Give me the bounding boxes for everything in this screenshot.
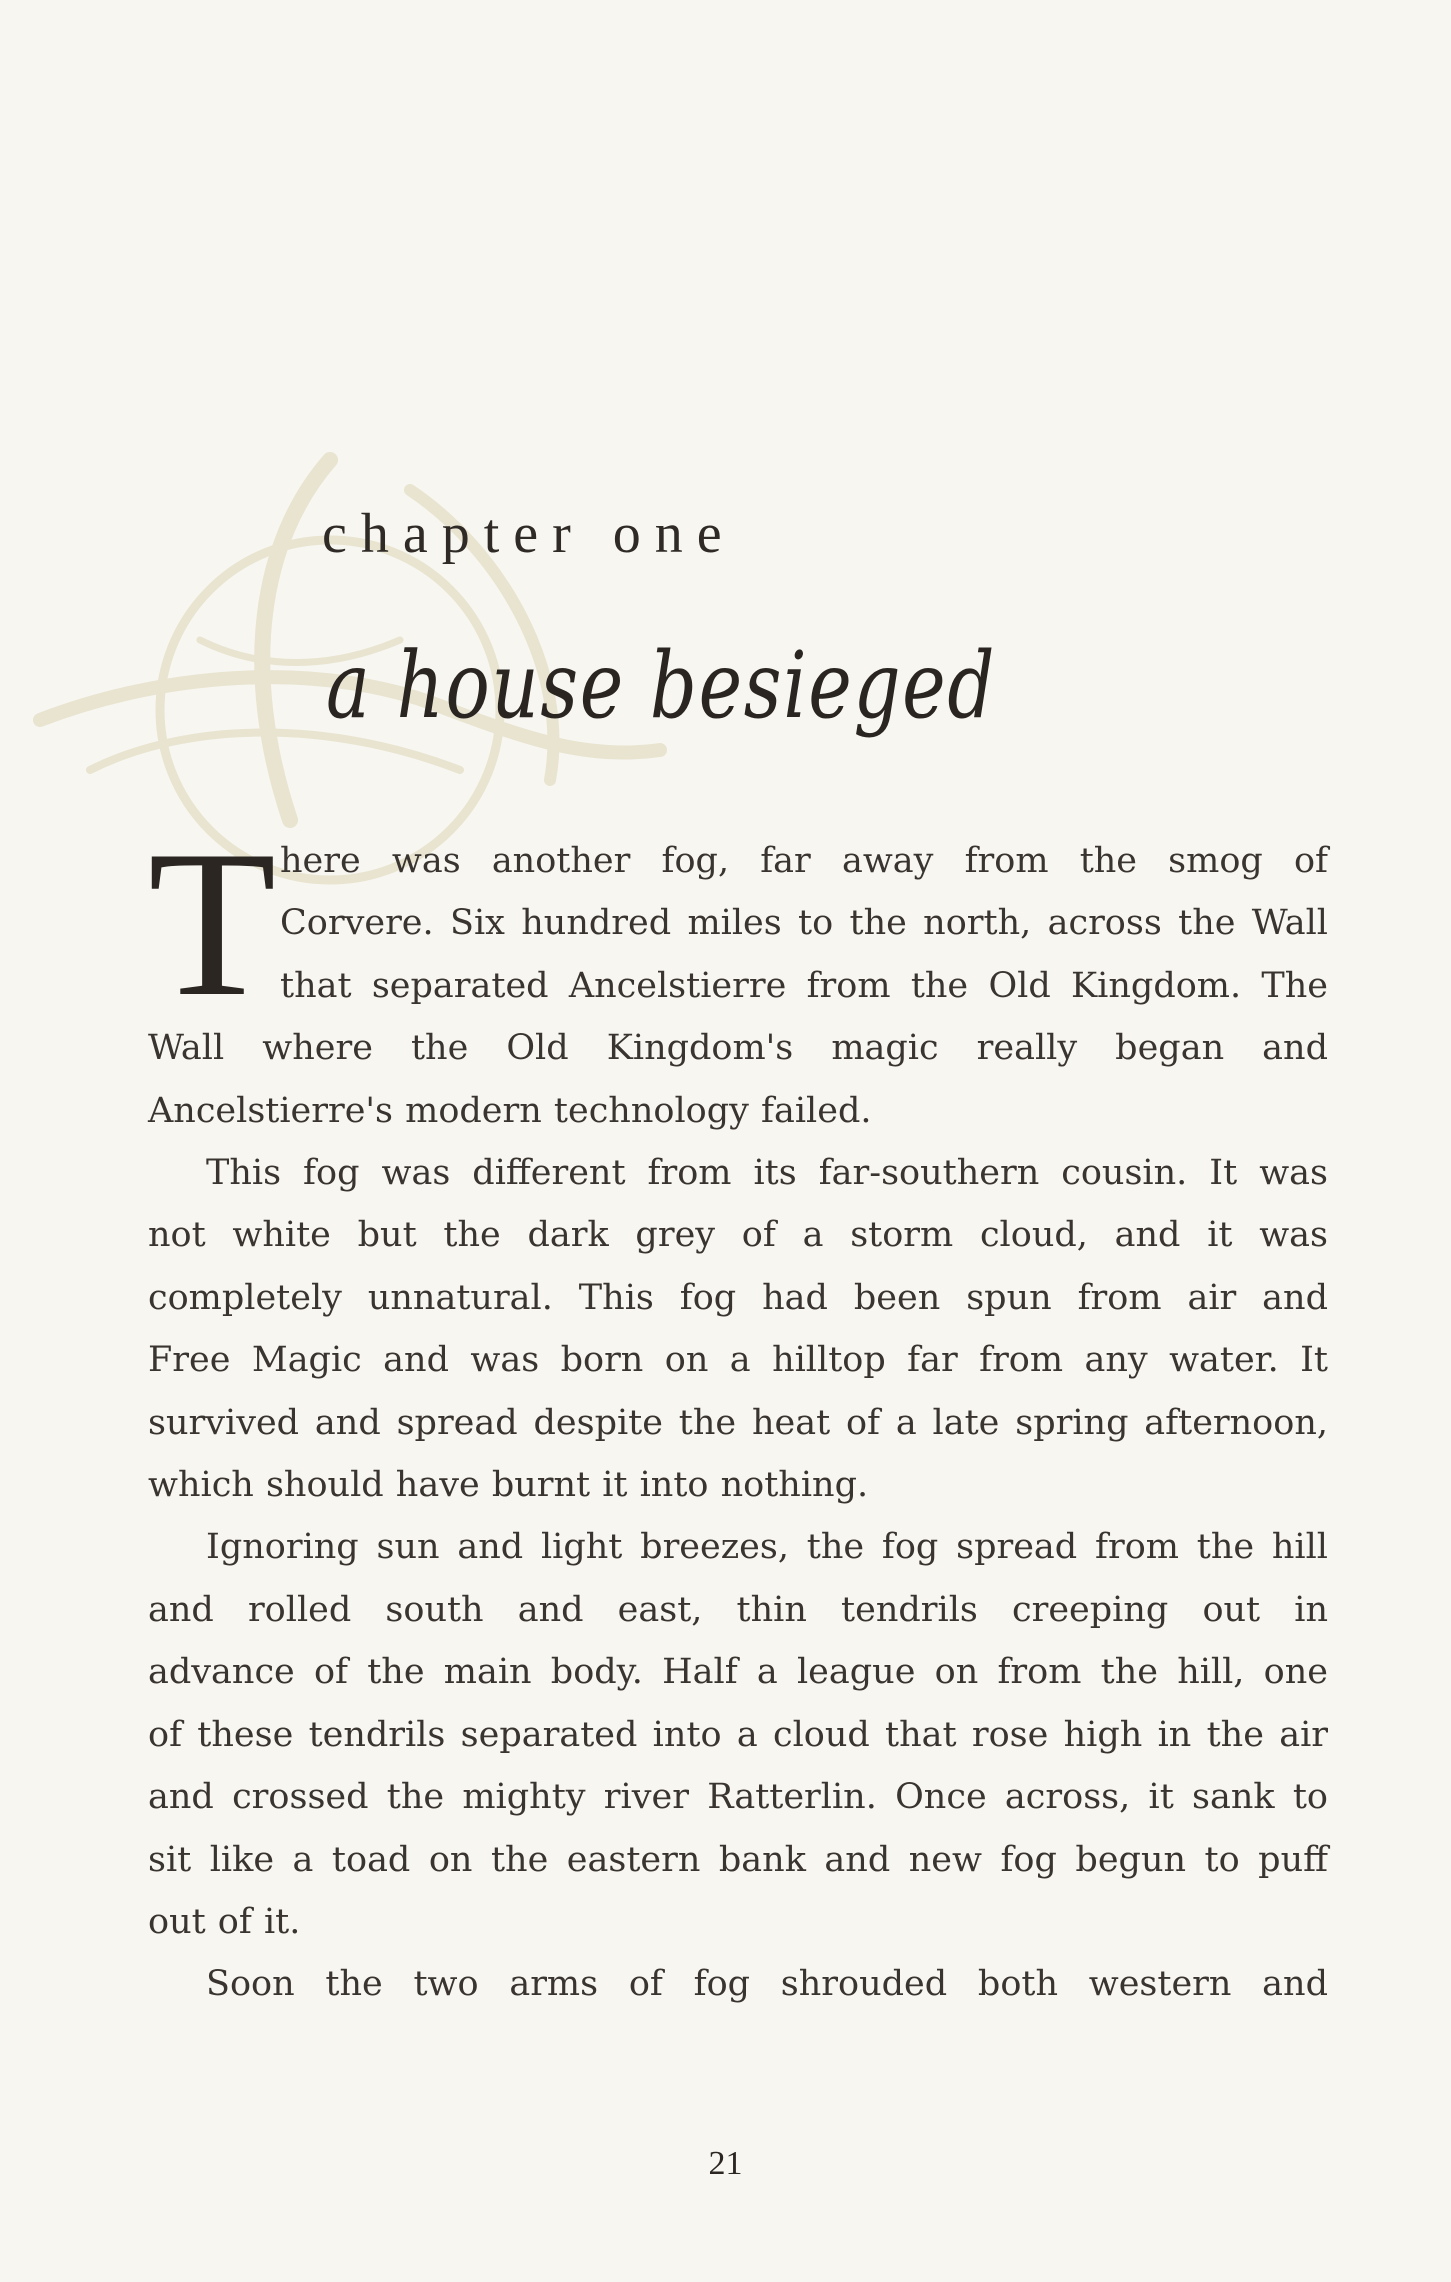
text-line: and crossed the mighty river Ratterlin. Once across, it sank to xyxy=(148,1777,1328,1818)
body-text xyxy=(148,808,1328,2016)
paragraph-2 xyxy=(148,1142,1328,1516)
text-line: and rolled south and east, thin tendrils creeping out in xyxy=(148,1589,1328,1630)
text-line: Soon the two arms of fog shrouded both western and xyxy=(206,1964,1328,2005)
drop-cap: T xyxy=(148,808,277,1040)
text-line: not white but the dark grey of a storm cloud, and it was xyxy=(148,1215,1328,1256)
text-line: that separated Ancelstierre from the Old Kingdom. The xyxy=(280,965,1328,1006)
paragraph-3 xyxy=(148,1516,1328,1953)
text-line: which should have burnt it into nothing. xyxy=(148,1465,869,1506)
text-line: out of it. xyxy=(148,1901,301,1942)
text-line: Corvere. Six hundred miles to the north, across the Wall xyxy=(280,903,1328,944)
text-line: advance of the main body. Half a league on from the hill, one xyxy=(148,1652,1328,1693)
text-line: completely unnatural. This fog had been spun from air and xyxy=(148,1277,1328,1318)
text-line: sit like a toad on the eastern bank and new fog begun to puff xyxy=(148,1839,1328,1880)
chapter-label: chapter one xyxy=(322,503,736,565)
text-line: of these tendrils separated into a cloud that rose high in the air xyxy=(148,1714,1328,1755)
text-line: here was another fog, far away from the smog of xyxy=(280,841,1328,881)
text-line: Ignoring sun and light breezes, the fog spread from the hill xyxy=(206,1527,1328,1568)
chapter-title: a house besieged xyxy=(326,632,997,739)
paragraph-4 xyxy=(148,1953,1328,2015)
page-number: 21 xyxy=(708,2145,743,2182)
paragraph-1 xyxy=(148,808,1328,1142)
text-line: This fog was different from its far-southern cousin. It was xyxy=(206,1153,1328,1194)
text-line: survived and spread despite the heat of a late spring afternoon, xyxy=(148,1402,1328,1443)
text-line: Wall where the Old Kingdom's magic really began and xyxy=(148,1028,1328,1069)
text-line: Free Magic and was born on a hilltop far from any water. It xyxy=(148,1340,1328,1381)
text-line: Ancelstierre's modern technology failed. xyxy=(148,1090,872,1131)
